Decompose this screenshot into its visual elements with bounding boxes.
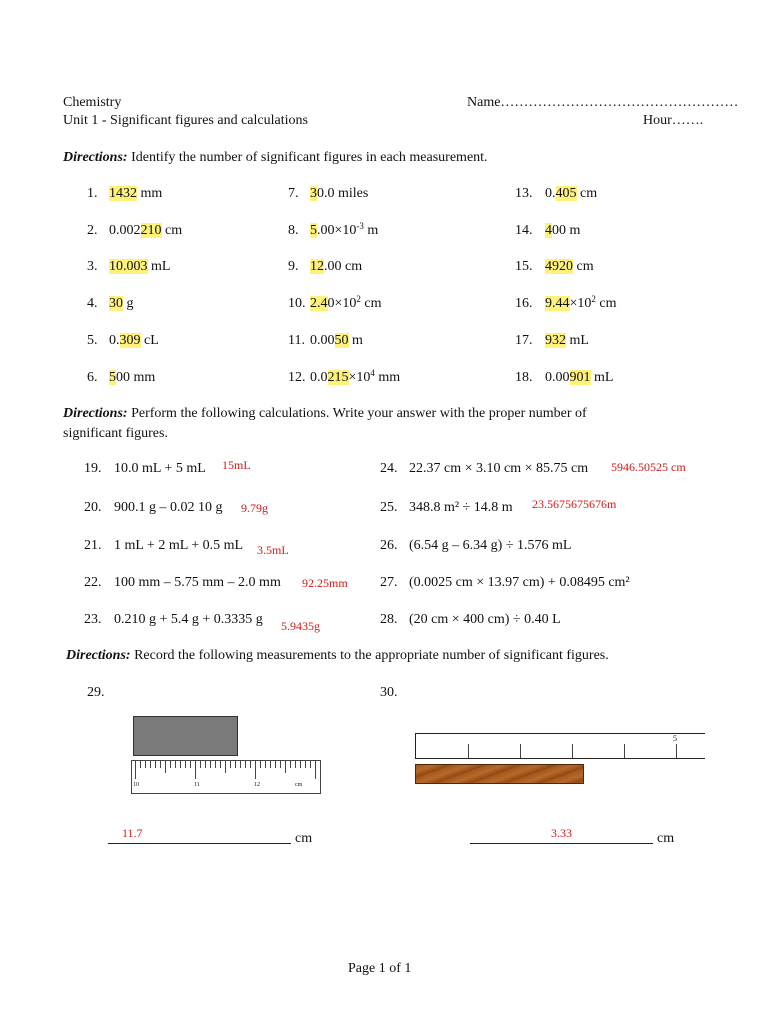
item-number: 4. (87, 296, 98, 311)
calculation-expression: 0.210 g + 5.4 g + 0.3335 g (114, 612, 263, 627)
significant-digits: 5 (109, 370, 116, 385)
ruler-tick (300, 761, 301, 768)
measurement (109, 185, 162, 203)
measurement-part: cL (140, 333, 159, 348)
unit-30: cm (657, 831, 675, 846)
name-field[interactable]: Name…………………………………………… (467, 95, 739, 110)
directions-label: Directions: (63, 150, 128, 165)
measurement (310, 258, 362, 276)
ruler-tick (280, 761, 281, 768)
significant-digits: 30 (109, 296, 123, 311)
item-number: 3. (87, 259, 98, 274)
item-number: 13. (515, 186, 533, 201)
item-number: 7. (288, 186, 299, 201)
calculation-expression: 348.8 m² ÷ 14.8 m (409, 500, 513, 515)
measurement (109, 258, 170, 276)
ruler-tick (165, 761, 166, 773)
item-number: 1. (87, 186, 98, 201)
ruler-29 (131, 760, 321, 794)
item-number: 20. (84, 500, 102, 515)
ruler-label: cm (295, 782, 303, 788)
measurement (109, 295, 134, 313)
significant-digits: 405 (555, 186, 577, 201)
gray-bar (133, 716, 238, 756)
directions-3 (66, 647, 609, 665)
ruler-tick (210, 761, 211, 768)
measurement (310, 295, 382, 313)
ruler-label: 12 (254, 782, 260, 788)
measurement-part: 0×10 (327, 296, 357, 311)
handwritten-answer: 15mL (222, 458, 251, 472)
measurement-part: mL (566, 333, 589, 348)
significant-digits: 901 (569, 370, 591, 385)
measurement (310, 369, 400, 387)
measurement-part: 0.0 (310, 370, 328, 385)
ruler-tick (215, 761, 216, 768)
ruler-tick (155, 761, 156, 768)
subject-title: Chemistry (63, 95, 122, 110)
answer-29: 11.7 (122, 826, 143, 840)
item-number: 24. (380, 461, 398, 476)
measurement-part: mL (147, 259, 171, 274)
significant-digits: 215 (327, 370, 349, 385)
item-number: 9. (288, 259, 299, 274)
item-number: 6. (87, 370, 98, 385)
ruler-tick (140, 761, 141, 768)
directions-1 (63, 149, 488, 167)
ruler-tick (320, 761, 321, 768)
ruler-label: 5 (673, 734, 677, 743)
question-29-number: 29. (87, 685, 105, 700)
item-number: 18. (515, 370, 533, 385)
calculation-expression: 900.1 g – 0.02 10 g (114, 500, 223, 515)
measurement-part: 0.002 (109, 223, 141, 238)
measurement-part: 0.0 miles (317, 186, 369, 201)
item-number: 27. (380, 575, 398, 590)
answer-line-29[interactable] (108, 843, 291, 844)
ruler-tick (285, 761, 286, 773)
ruler-tick (190, 761, 191, 768)
calculation-expression: 10.0 mL + 5 mL (114, 461, 206, 476)
item-number: 21. (84, 538, 102, 553)
ruler-tick (290, 761, 291, 768)
significant-digits: 5 (310, 223, 317, 238)
ruler-label: 11 (194, 782, 200, 788)
directions-text: Identify the number of significant figures in each measurement. (127, 150, 488, 165)
significant-digits: 1432 (109, 186, 137, 201)
item-number: 23. (84, 612, 102, 627)
ruler-tick (235, 761, 236, 768)
significant-digits: 210 (140, 223, 162, 238)
measurement-part: m (363, 223, 379, 238)
directions-label: Directions: (63, 406, 128, 421)
ruler-tick (275, 761, 276, 768)
ruler-30 (415, 733, 705, 759)
ruler-tick (220, 761, 221, 768)
ruler-tick (250, 761, 251, 768)
measurement (310, 185, 368, 203)
measurement-part: 2 (356, 294, 361, 304)
directions-text: Perform the following calculations. Write your answer with the proper number of (127, 406, 587, 421)
ruler-tick (255, 761, 256, 779)
measurement (545, 185, 597, 203)
ruler-tick (295, 761, 296, 768)
answer-line-30[interactable] (470, 843, 653, 844)
handwritten-answer: 5.9435g (281, 619, 320, 633)
significant-digits: 3 (310, 186, 317, 201)
measurement-part: 0. (109, 333, 120, 348)
unit-29: cm (295, 831, 313, 846)
handwritten-answer: 9.79g (241, 501, 268, 515)
ruler-tick (180, 761, 181, 768)
directions-label: Directions: (66, 648, 131, 663)
measurement (109, 222, 182, 240)
item-number: 15. (515, 259, 533, 274)
measurement-part: cm (360, 296, 382, 311)
item-number: 10. (288, 296, 306, 311)
measurement-part: .00×10 (317, 223, 357, 238)
ruler-tick (305, 761, 306, 768)
significant-digits: 10.003 (109, 259, 148, 274)
ruler-tick (265, 761, 266, 768)
handwritten-answer: 5946.50525 cm (611, 460, 686, 474)
measurement-part: 0.00 (310, 333, 335, 348)
measurement-part: cm (161, 223, 183, 238)
measurement-part: mL (590, 370, 614, 385)
measurement (109, 369, 155, 387)
hour-field[interactable]: Hour……. (643, 113, 704, 128)
item-number: 25. (380, 500, 398, 515)
ruler-tick (200, 761, 201, 768)
significant-digits: 2.4 (310, 296, 328, 311)
directions-2-cont: significant figures. (63, 426, 168, 441)
handwritten-answer: 23.5675675676m (532, 497, 617, 511)
ruler-tick (240, 761, 241, 768)
directions-text: Record the following measurements to the appropriate number of significant figures. (130, 648, 609, 663)
measurement-part: 00 mm (116, 370, 156, 385)
measurement-part: -3 (356, 221, 364, 231)
measurement-part: cm (573, 259, 594, 274)
significant-digits: 932 (545, 333, 566, 348)
measurement (310, 332, 363, 350)
measurement (545, 295, 617, 313)
ruler-tick (270, 761, 271, 768)
item-number: 17. (515, 333, 533, 348)
ruler-tick (230, 761, 231, 768)
measurement-part: mm (374, 370, 401, 385)
ruler-tick (135, 761, 136, 779)
ruler-label: 10 (133, 782, 139, 788)
measurement-part: cm (576, 186, 598, 201)
item-number: 5. (87, 333, 98, 348)
measurement-part: 00 m (552, 223, 581, 238)
significant-digits: 12 (310, 259, 324, 274)
significant-digits: 50 (334, 333, 349, 348)
ruler-tick (225, 761, 226, 773)
ruler-tick (145, 761, 146, 768)
item-number: 22. (84, 575, 102, 590)
directions-2 (63, 405, 587, 423)
ruler-tick (150, 761, 151, 768)
measurement-part: .00 cm (324, 259, 363, 274)
item-number: 28. (380, 612, 398, 627)
item-number: 2. (87, 223, 98, 238)
item-number: 26. (380, 538, 398, 553)
ruler-tick (205, 761, 206, 768)
measurement-part: 4 (370, 368, 375, 378)
ruler-tick (170, 761, 171, 768)
calculation-expression: 100 mm – 5.75 mm – 2.0 mm (114, 575, 281, 590)
ruler-tick (310, 761, 311, 768)
measurement (310, 222, 378, 240)
handwritten-answer: 92.25mm (302, 576, 348, 590)
measurement-part: 0. (545, 186, 556, 201)
measurement (545, 369, 613, 387)
ruler-tick (245, 761, 246, 768)
calculation-expression: (6.54 g – 6.34 g) ÷ 1.576 mL (409, 538, 572, 553)
ruler-tick (160, 761, 161, 768)
significant-digits: 309 (119, 333, 141, 348)
measurement-part: g (123, 296, 134, 311)
measurement (545, 258, 594, 276)
significant-digits: 9.44 (545, 296, 570, 311)
measurement-part: mm (137, 186, 163, 201)
calculation-expression: 1 mL + 2 mL + 0.5 mL (114, 538, 244, 553)
ruler-tick (175, 761, 176, 768)
item-number: 19. (84, 461, 102, 476)
measurement-part: 2 (591, 294, 596, 304)
ruler-tick (260, 761, 261, 768)
question-30-number: 30. (380, 685, 398, 700)
calculation-expression: (20 cm × 400 cm) ÷ 0.40 L (409, 612, 561, 627)
item-number: 8. (288, 223, 299, 238)
measurement-part: m (348, 333, 363, 348)
ruler-tick (185, 761, 186, 768)
measurement (545, 222, 580, 240)
handwritten-answer: 3.5mL (257, 543, 289, 557)
measurement-part: ×10 (569, 296, 592, 311)
calculation-expression: 22.37 cm × 3.10 cm × 85.75 cm (409, 461, 589, 476)
page-number: Page 1 of 1 (348, 961, 412, 976)
item-number: 11. (288, 333, 305, 348)
item-number: 12. (288, 370, 306, 385)
calculation-expression: (0.0025 cm × 13.97 cm) + 0.08495 cm² (409, 575, 630, 590)
ruler-tick (195, 761, 196, 779)
measurement-part: cm (595, 296, 617, 311)
measurement (109, 332, 159, 350)
item-number: 14. (515, 223, 533, 238)
unit-title: Unit 1 - Significant figures and calculations (63, 113, 308, 128)
answer-30: 3.33 (551, 826, 572, 840)
ruler-tick (315, 761, 316, 779)
item-number: 16. (515, 296, 533, 311)
significant-digits: 4 (545, 223, 552, 238)
measurement-part: 0.00 (545, 370, 570, 385)
measurement-part: ×10 (348, 370, 371, 385)
measurement (545, 332, 589, 350)
wood-bar (415, 764, 584, 784)
significant-digits: 4920 (545, 259, 573, 274)
